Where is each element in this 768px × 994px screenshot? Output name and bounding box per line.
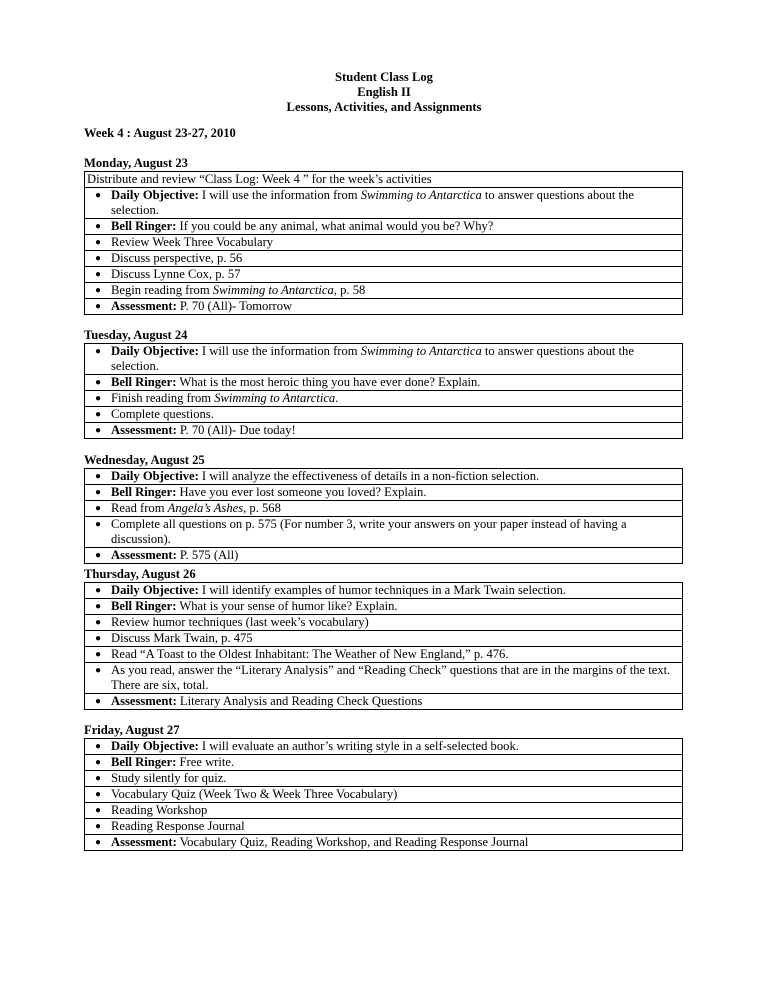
bullet-icon: ● [94, 285, 102, 296]
list-item: ● Review humor techniques (last week’s vocabulary) [85, 615, 682, 630]
list-item: ● Study silently for quiz. [85, 771, 682, 786]
list-item: ● Reading Response Journal [85, 819, 682, 834]
day-title: Friday, August 27 [84, 723, 180, 737]
bullet-icon: ● [94, 487, 102, 498]
bullet-icon: ● [94, 253, 102, 264]
bullet-icon: ● [94, 665, 102, 676]
bullet-icon: ● [94, 237, 102, 248]
day-title: Tuesday, August 24 [84, 328, 188, 342]
day-section-thursday [84, 567, 683, 710]
list-item: ● Daily Objective: I will analyze the effectiveness of details in a non-fiction selection. [85, 469, 682, 484]
day-table [84, 738, 683, 851]
day-table [84, 343, 683, 439]
list-item: ● Assessment: P. 70 (All)- Tomorrow [85, 299, 682, 314]
bullet-icon: ● [94, 696, 102, 707]
list-item: ● Assessment: Vocabulary Quiz, Reading Workshop, and Reading Response Journal [85, 835, 682, 850]
day-title: Wednesday, August 25 [84, 453, 205, 467]
bullet-icon: ● [94, 550, 102, 561]
day-table [84, 582, 683, 710]
bullet-icon: ● [94, 789, 102, 800]
list-item: ● Discuss perspective, p. 56 [85, 251, 682, 266]
bullet-icon: ● [94, 503, 102, 514]
list-item: ● Review Week Three Vocabulary [85, 235, 682, 250]
bullet-icon: ● [94, 741, 102, 752]
list-item: ● Read “A Toast to the Oldest Inhabitant: The Weather of New England,” p. 476. [85, 647, 682, 662]
bullet-icon: ● [94, 393, 102, 404]
bullet-icon: ● [94, 585, 102, 596]
document-header [0, 70, 768, 115]
bullet-icon: ● [94, 409, 102, 420]
list-item: ● Daily Objective: I will identify examples of humor techniques in a Mark Twain selection. [85, 583, 682, 598]
day-table [84, 468, 683, 564]
document-title: Student Class Log [335, 70, 433, 84]
list-item: ● Reading Workshop [85, 803, 682, 818]
day-title: Monday, August 23 [84, 156, 188, 170]
bullet-icon: ● [94, 377, 102, 388]
day-title: Thursday, August 26 [84, 567, 196, 581]
day-section-monday [84, 156, 683, 315]
bullet-icon: ● [94, 649, 102, 660]
bullet-icon: ● [94, 301, 102, 312]
bullet-icon: ● [94, 425, 102, 436]
bullet-icon: ● [94, 471, 102, 482]
list-item: ● Read from Angela’s Ashes, p. 568 [85, 501, 682, 516]
course-name: English II [357, 85, 411, 99]
list-item: ● Finish reading from Swimming to Antarctica. [85, 391, 682, 406]
bullet-icon: ● [94, 221, 102, 232]
list-item: ● Bell Ringer: Free write. [85, 755, 682, 770]
bullet-icon: ● [94, 601, 102, 612]
document-subtitle: Lessons, Activities, and Assignments [286, 100, 482, 114]
list-item: ● Daily Objective: I will use the information from Swimming to Antarctica to answer questions about the selection. [85, 188, 682, 218]
list-item: ● Bell Ringer: What is the most heroic thing you have ever done? Explain. [85, 375, 682, 390]
list-item: ● Assessment: P. 70 (All)- Due today! [85, 423, 682, 438]
list-item: ● Daily Objective: I will evaluate an author’s writing style in a self-selected book. [85, 739, 682, 754]
list-item: ● Begin reading from Swimming to Antarctica, p. 58 [85, 283, 682, 298]
list-item: ● Bell Ringer: Have you ever lost someone you loved? Explain. [85, 485, 682, 500]
list-item: ● Bell Ringer: What is your sense of humor like? Explain. [85, 599, 682, 614]
list-item: ● Bell Ringer: If you could be any animal, what animal would you be? Why? [85, 219, 682, 234]
list-item: ● Discuss Lynne Cox, p. 57 [85, 267, 682, 282]
day-section-tuesday [84, 328, 683, 439]
list-item: ● Complete questions. [85, 407, 682, 422]
intro-row: Distribute and review “Class Log: Week 4 ” for the week’s activities [85, 172, 683, 188]
list-item: ● Vocabulary Quiz (Week Two & Week Three Vocabulary) [85, 787, 682, 802]
day-section-wednesday [84, 453, 683, 564]
list-item: ● Complete all questions on p. 575 (For number 3, write your answers on your paper instead of having a discussion). [85, 517, 682, 547]
bullet-icon: ● [94, 346, 102, 357]
bullet-icon: ● [94, 773, 102, 784]
day-table [84, 171, 683, 315]
day-section-friday [84, 723, 683, 851]
bullet-icon: ● [94, 617, 102, 628]
list-item: ● Discuss Mark Twain, p. 475 [85, 631, 682, 646]
week-heading: Week 4 : August 23-27, 2010 [84, 126, 236, 140]
bullet-icon: ● [94, 805, 102, 816]
list-item: ● As you read, answer the “Literary Analysis” and “Reading Check” questions that are in the margins of the text. There are six, total. [85, 663, 682, 693]
list-item: ● Assessment: Literary Analysis and Reading Check Questions [85, 694, 682, 709]
bullet-icon: ● [94, 821, 102, 832]
bullet-icon: ● [94, 269, 102, 280]
bullet-icon: ● [94, 757, 102, 768]
list-item: ● Assessment: P. 575 (All) [85, 548, 682, 563]
bullet-icon: ● [94, 633, 102, 644]
bullet-icon: ● [94, 837, 102, 848]
list-item: ● Daily Objective: I will use the information from Swimming to Antarctica to answer questions about the selection. [85, 344, 682, 374]
bullet-icon: ● [94, 519, 102, 530]
bullet-icon: ● [94, 190, 102, 201]
